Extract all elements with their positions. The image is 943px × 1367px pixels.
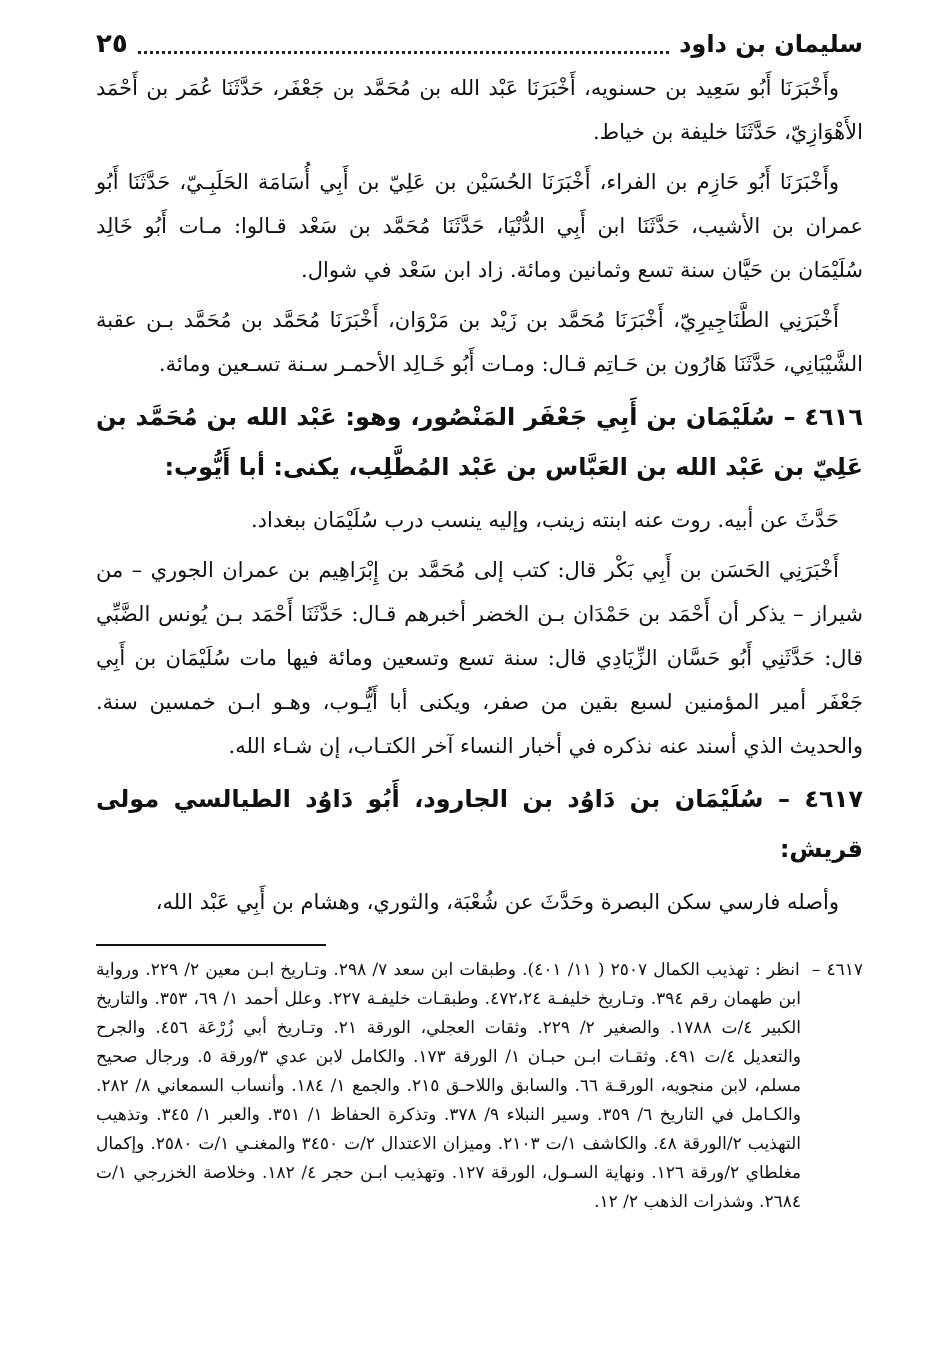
entry-4617-paragraph-1: وأصله فارسي سكن البصرة وحَدَّثَ عن شُعْبَة، والثوري، وهشام بن أَبِي عَبْد الله، — [155, 890, 839, 914]
footnotes — [96, 956, 863, 1217]
running-header — [96, 22, 863, 66]
footnote-separator — [96, 944, 326, 946]
running-title: سليمان بن داود — [679, 30, 863, 58]
page-number: ٢٥ — [96, 29, 128, 59]
header-leader-dots — [138, 51, 669, 54]
footnote-number: ٤٦١٧ – — [811, 960, 863, 980]
entry-4616-paragraph-2: أَخْبَرَنِي الحَسَن بن أَبِي بَكْر قال: كتب إلى مُحَمَّد بن إِبْرَاهِيم بن عمران الجوري – من شيراز – يذكر أن أَحْمَد بن حَمْدَان بـن الخضر أخبرهم قـال: حَدَّثَنَا أَحْمَد بـن يُونس الضَّبِّي قال: حَدَّثَنِي أَبُو حَسَّان الزِّيَادِي قال: سنة تسع وتسعين ومائة فيها مات سُلَيْمَان بن أَبِي جَعْفَر أمير المؤمنين لسبع بقين من صفر، ويكنى أبا أَيُّـوب، وهـو ابـن خمسين سنة. والحديث الذي أسند عنه نذكره في أخبار النساء آخر الكتـاب، إن شـاء الله. — [96, 558, 863, 758]
paragraph-3: أَخْبَرَنِي الطَّنَاجِيرِيّ، أَخْبَرَنَا مُحَمَّد بن زَيْد بن مَرْوَان، أَخْبَرَنَا مُحَمَّد بن مُحَمَّد بـن عقبة الشَّيْبَانِي، حَدَّثَنَا هَارُون بن حَـاتِم قـال: ومـات أَبُو خَـالِد الأحمـر سـنة تسـعين ومائة. — [96, 308, 863, 376]
entry-heading-4616: ٤٦١٦ – سُلَيْمَان بن أَبِي جَعْفَر المَنْصُور، وهو: عَبْد الله بن مُحَمَّد بن عَلِيّ بن عَبْد الله بن العَبَّاس بن عَبْد المُطَّلِب، يكنى: أبا أَيُّوب: — [96, 403, 863, 481]
paragraph-1: وأَخْبَرَنَا أَبُو سَعِيد بن حسنويه، أَخْبَرَنَا عَبْد الله بن مُحَمَّد بن جَعْفَر، حَدَّثَنَا عُمَر بن أَحْمَد الأَهْوَازِيّ، حَدَّثَنَا خليفة بن خياط. — [96, 76, 863, 144]
footnote-text: انظر : تهذيب الكمال ٢٥٠٧ ( ١١/ ٤٠١). وطبقات ابن سعد ٧/ ٢٩٨. وتـاريخ ابـن معين ٢/ ٢٢٩. ورواية ابن طهمان رقم ٣٩٤. وتـاريخ خليفـة ٤٧٢،٢٤. وطبقـات خليفـة ٢٢٧. وعلل أحمد ١/ ٦٩، ٣٥٣. والتاريخ الكبير ٤/ت ١٧٨٨. والصغير ٢/ ٢٢٩. وثقات العجلي، الورقة ٢١. وتـاريخ أبي زُرْعَة ٤٥٦. والجرح والتعديل ٤/ت ٤٩١. وثقـات ابـن حبـان ١/ الورقة ١٧٣. والكامل لابن عدي ٣/ورقة ٥. ورجال صحيح مسلم، لابن منجويه، الورقـة ٦٦. والسابق واللاحـق ٢١٥. والجمع ١/ ١٨٤. وأنساب السمعاني ٨/ ٢٨٢. والكـامل في التاريخ ٦/ ٣٥٩. وسير النبلاء ٩/ ٣٧٨. وتذكرة الحفاظ ١/ ٣٥١. والعبر ١/ ٣٤٥. وتذهيب التهذيب ٢/الورقة ٤٨. والكاشف ١/ت ٢١٠٣. وميزان الاعتدال ٢/ت ٣٤٥٠ والمغنـي ١/ت ٢٥٨٠. وإكمال مغلطاي ٢/ورقة ١٢٦. ونهاية السـول، الورقة ١٢٧. وتهذيب ابـن حجر ٤/ ١٨٢. وخلاصة الخزرجي ١/ت ٢٦٨٤. وشذرات الذهب ٢/ ١٢. — [96, 960, 802, 1212]
entry-4616-paragraph-1: حَدَّثَ عن أبيه. روت عنه ابنته زينب، وإليه ينسب درب سُلَيْمَان ببغداد. — [251, 508, 839, 532]
entry-heading-4617: ٤٦١٧ – سُلَيْمَان بن دَاوُد بن الجارود، أَبُو دَاوُد الطيالسي مولى قريش: — [96, 785, 863, 863]
footnote-4617 — [96, 956, 863, 1217]
paragraph-2: وأَخْبَرَنَا أَبُو حَازِم بن الفراء، أَخْبَرَنَا الحُسَيْن بن عَلِيّ بن أَبِي أُسَامَة الحَلَبِـيّ، حَدَّثَنَا أَبُو عمران بن الأشيب، حَدَّثَنَا ابن أَبِي الدُّنْيَا، حَدَّثَنَا مُحَمَّد بن سَعْد قـالوا: مـات أَبُو خَالِد سُلَيْمَان بن حَيَّان سنة تسع وثمانين ومائة. زاد ابن سَعْد في شوال. — [96, 170, 863, 282]
